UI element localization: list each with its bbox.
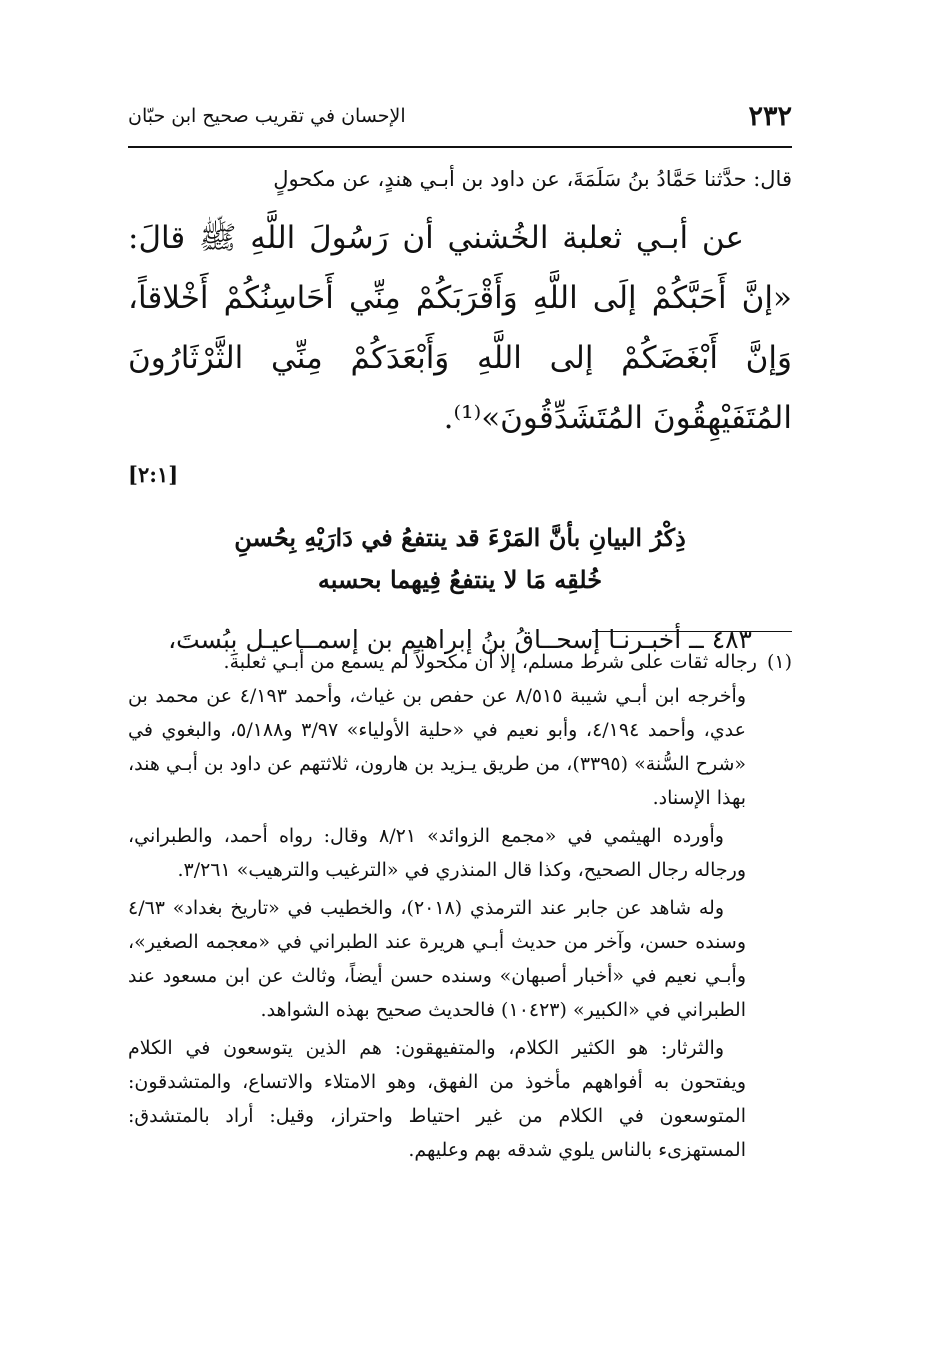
footnote-paragraph: وأورده الهيثمي في «مجمع الزوائد» ٨/٢١ وقال: رواه أحمد، والطبراني، ورجاله رجال الصحيح، وكذا قال المنذري في «الترغيب والترهيب» ٣/٢٦١. bbox=[128, 825, 746, 881]
main-text bbox=[128, 156, 792, 665]
hadith-reference: [٢:١] bbox=[128, 462, 179, 487]
next-hadith-start: ٤٨٣ ــ أخبـرنـا إسحــاقُ بنُ إبراهيم بن إسمــاعيـل بِبُستَ، bbox=[168, 625, 752, 654]
footnote-1 bbox=[128, 645, 792, 679]
chapter-heading-line-2: خُلقِه مَا لا ينتفعُ فِيهما بحسبه bbox=[317, 565, 603, 594]
footnotes bbox=[128, 645, 792, 1167]
page-number: ٢٣٢ bbox=[748, 100, 792, 132]
header-rule bbox=[128, 146, 792, 148]
footnote-rule bbox=[592, 631, 792, 632]
isnad-line: قال: حدَّثنا حَمَّادُ بنُ سَلَمَةَ، عن داود بن أبـي هندٍ، عن مكحولٍ bbox=[273, 167, 792, 191]
footnote-paragraph: رجاله ثقات على شرط مسلم، إلا أن مكحولاً لم يسمع من أبـي ثعلبة. bbox=[223, 651, 757, 673]
chapter-heading-line-1: ذِكْرُ البيانِ بأنَّ المَرْءَ قد ينتفعُ في دَارَيْهِ بِحُسنِ bbox=[234, 523, 686, 552]
page-header bbox=[128, 92, 792, 140]
footnote-paragraph: والثرثار: هو الكثير الكلام، والمتفيهقون: هم الذين يتوسعون في الكلام ويفتحون به أفواههم مأخوذ من الفهق، وهو الامتلاء والاتساع، والمتشدقون: المتوسعون في الكلام من غير احتياط واحتراز، وقيل: أراد بالمتشدق: المستهزىء بالناس يلوي شدقه بهم وعليهم. bbox=[128, 1037, 746, 1161]
running-title: الإحسان في تقريب صحيح ابن حبّان bbox=[128, 105, 406, 127]
chapter-heading bbox=[128, 517, 792, 601]
hadith-text: عن أبـي ثعلبة الخُشني أن رَسُولَ اللَّهِ ﷺ قالَ: «إنَّ أَحَبَّكُمْ إلَى اللَّهِ وَأَقْرَبَكُمْ مِنِّي أَحَاسِنُكُمْ أَخْلاقاً، وَإنَّ أَبْغَضَكُمْ إلى اللَّهِ وَأَبْعَدَكُمْ مِنِّي الثَّرْثَارُونَ المُتَفَيْهِقُونَ المُتَشَدِّقُونَ»⁽¹⁾. bbox=[128, 220, 792, 436]
footnote-paragraph: وله شاهد عن جابر عند الترمذي (٢٠١٨)، والخطيب في «تاريخ بغداد» ٤/٦٣ وسنده حسن، وآخر من حديث أبـي هريرة عند الطبراني في «معجمه الصغير»، وأبـي نعيم في «أخبار أصبهان» وسنده حسن أيضاً، وثالث عن ابن مسعود عند الطبراني في «الكبير» (١٠٤٢٣) فالحديث صحيح بهذه الشواهد. bbox=[128, 897, 746, 1021]
footnote-paragraph: وأخرجه ابن أبـي شيبة ٨/٥١٥ عن حفص بن غياث، وأحمد ٤/١٩٣ عن محمد بن عدي، وأحمد ٤/١٩٤، وأبو نعيم في «حلية الأولياء» ٣/٩٧ و٥/١٨٨، والبغوي في «شرح السُّنة» (٣٣٩٥)، من طريق يـزيد بن هارون، ثلاثتهم عن داود بن أبـي هند، بهذا الإسناد. bbox=[128, 685, 746, 809]
footnote-marker: (١) bbox=[766, 651, 792, 673]
